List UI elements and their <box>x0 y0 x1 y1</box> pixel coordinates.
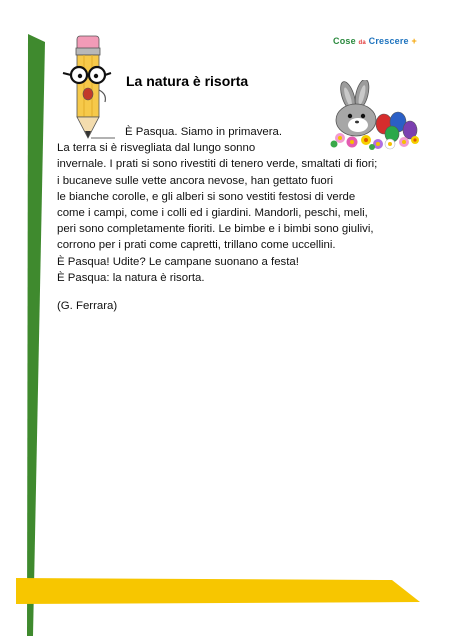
text-line: come i campi, come i colli ed i giardini. Mandorli, peschi, meli, <box>57 207 368 220</box>
logo <box>333 36 417 46</box>
text-line: È Pasqua! Udite? Le campane suonano a festa! <box>57 255 299 268</box>
logo-text-1: Cose <box>333 36 356 46</box>
page-title: La natura è risorta <box>126 73 249 89</box>
text-line: È Pasqua. Siamo in primavera. <box>125 126 283 138</box>
logo-text-3: Crescere <box>368 36 409 46</box>
text-line: i bucaneve sulle vette ancora nevose, han gettato fuori <box>57 174 334 187</box>
text-line: La terra si è risvegliata dal lungo sonno <box>57 142 256 155</box>
logo-text-2: da <box>358 40 366 46</box>
text-line: invernale. I prati si sono rivestiti di tenero verde, smaltati di fiori; <box>57 158 378 171</box>
poem-text <box>57 124 397 314</box>
text-line: corrono per i prati come capretti, trillano come uccellini. <box>57 239 336 252</box>
text-line: È Pasqua: la natura è risorta. <box>57 271 205 284</box>
paragraph-gap <box>57 286 397 298</box>
logo-text-4: + <box>411 36 417 46</box>
author-attribution: (G. Ferrara) <box>57 300 118 313</box>
text-line: peri sono completamente fioriti. Le bimbe e i bimbi sono giulivi, <box>57 223 374 236</box>
text-line: le bianche corolle, e gli alberi si sono vestiti festosi di verde <box>57 190 356 203</box>
